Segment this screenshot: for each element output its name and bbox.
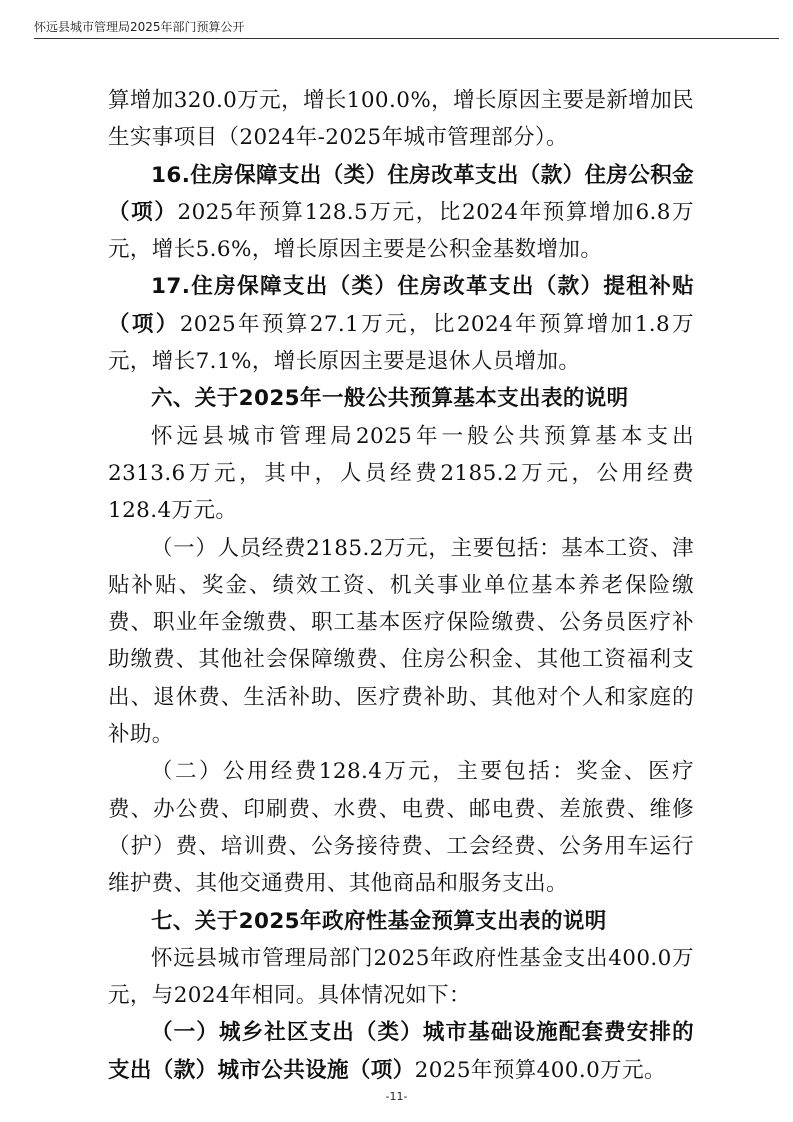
paragraph-urban-facilities: （一）城乡社区支出（类）城市基础设施配套费安排的支出（款）城市公共设施（项）2025年预算400.0万元。: [108, 1020, 694, 1083]
paragraph-housing-fund: 16.住房保障支出（类）住房改革支出（款）住房公积金（项）2025年预算128.5万元，比2024年预算增加6.8万元，增长5.6%，增长原因主要是公积金基数增加。: [108, 162, 694, 263]
paragraph-continuation: 算增加320.0万元，增长100.0%，增长原因主要是新增加民生实事项目（2024年-2025年城市管理部分）。: [108, 88, 694, 151]
paragraph-basic-expenditure: 怀远县城市管理局2025年一般公共预算基本支出2313.6万元，其中，人员经费2185.2万元，公用经费128.4万元。: [108, 423, 694, 524]
item-heading: 16.住房保障支出（类）住房改革支出（款）住房公积金（项）: [108, 162, 694, 225]
page-header: 怀远县城市管理局2025年部门预算公开: [34, 20, 245, 34]
page-number: -11-: [385, 1090, 408, 1103]
item-heading: 17.住房保障支出（类）住房改革支出（款）提租补贴（项）: [108, 274, 694, 337]
paragraph-fund-expenditure: 怀远县城市管理局部门2025年政府性基金支出400.0万元，与2024年相同。具体情况如下：: [108, 945, 694, 1009]
paragraph-personnel-expense: （一）人员经费2185.2万元，主要包括：基本工资、津贴补贴、奖金、绩效工资、机关事业单位基本养老保险缴费、职业年金缴费、职工基本医疗保险缴费、公务员医疗补助缴费、其他社会保障缴费、住房公积金、其他工资福利支出、退休费、生活补助、医疗费补助、其他对个人和家庭的补助。: [108, 535, 694, 748]
paragraph-rent-subsidy: 17.住房保障支出（类）住房改革支出（款）提租补贴（项）2025年预算27.1万元，比2024年预算增加1.8万元，增长7.1%，增长原因主要是退休人员增加。: [108, 274, 694, 375]
header-divider: [34, 38, 779, 39]
paragraph-public-expense: （二）公用经费128.4万元，主要包括：奖金、医疗费、办公费、印刷费、水费、电费、邮电费、差旅费、维修（护）费、培训费、公务接待费、工会经费、公务用车运行维护费、其他交通费用、其他商品和服务支出。: [108, 759, 694, 897]
item-heading: （一）城乡社区支出（类）城市基础设施配套费安排的支出（款）城市公共设施（项）: [108, 1020, 694, 1083]
section-heading-six: 六、关于2025年一般公共预算基本支出表的说明: [151, 386, 629, 412]
document-body: [108, 82, 694, 1089]
section-heading-seven: 七、关于2025年政府性基金预算支出表的说明: [151, 908, 607, 934]
